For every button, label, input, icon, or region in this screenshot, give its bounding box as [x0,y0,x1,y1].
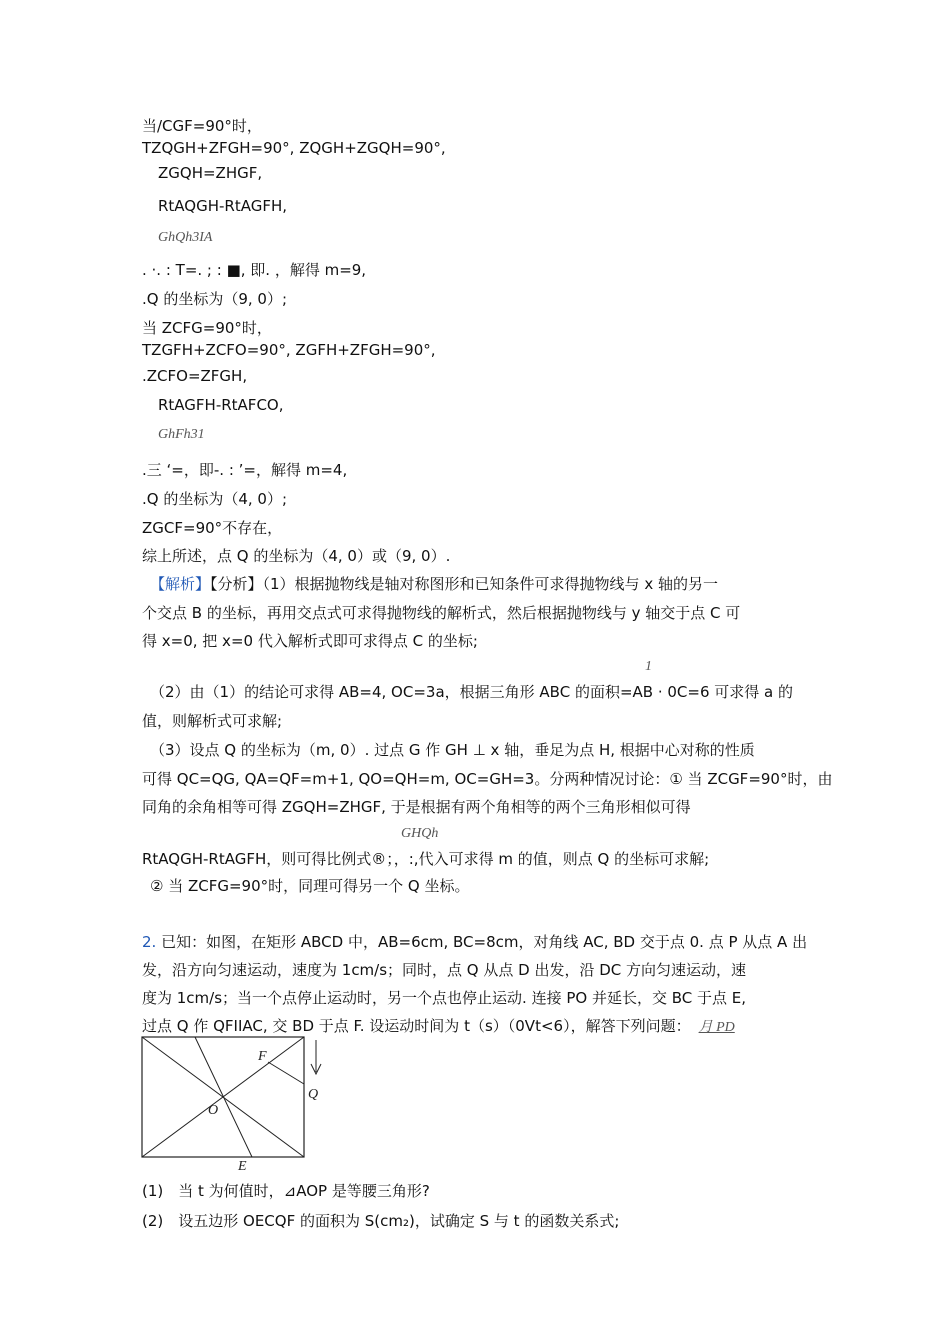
problem-number: 2. [142,933,157,951]
text-line: ZGCF=90°不存在， [142,519,283,537]
fraction-text: GHQh [401,826,439,841]
text-line: ZGQH=ZHGF, [158,164,263,182]
text-line: .Q 的坐标为（4, 0）; [142,490,288,508]
analysis-line: （2）由（1）的结论可求得 AB=4, OC=3a，根据三角形 ABC 的面积=AB · 0C=6 可求得 a 的 [150,683,793,701]
label-e: E [238,1159,247,1174]
analysis-line: 可得 QC=QG, QA=QF=m+1, QO=QH=m, OC=GH=3。分两种情况讨论：① 当 ZCGF=90°时，由 [142,770,833,788]
analysis-line: 个交点 B 的坐标，再用交点式可求得抛物线的解析式，然后根据抛物线与 y 轴交于点 C 可 [142,604,741,622]
text-line: 综上所述，点 Q 的坐标为（4, 0）或（9, 0）. [142,547,451,565]
fraction-text: 1 [645,659,652,674]
analysis-line: ② 当 ZCFG=90°时，同理可得另一个 Q 坐标。 [150,877,470,895]
rectangle-figure [140,1034,340,1174]
label-q: Q [308,1087,319,1102]
problem-line [142,932,807,952]
text-line: RtAGFH-RtAFCO, [158,396,284,414]
analysis-line: （3）设点 Q 的坐标为（m, 0）. 过点 G 作 GH ⊥ x 轴，垂足为点 H, 根据中心对称的性质 [150,741,755,759]
analysis-line: 值，则解析式可求解; [142,712,283,730]
question-1: (1) 当 t 为何值时，⊿AOP 是等腰三角形? [142,1182,430,1200]
problem-line: 发，沿方向匀速运动，速度为 1cm/s；同时，点 Q 从点 D 出发，沿 DC 方向匀速运动，速 [142,961,747,979]
line-pe [195,1037,252,1157]
text-line: 当 ZCFG=90°时， [142,319,272,337]
problem-line: 度为 1cm/s；当一个点停止运动时，另一个点也停止运动. 连接 PO 并延长，交 BC 于点 E, [142,989,747,1007]
label-o: O [208,1103,219,1118]
text-line: RtAQGH-RtAGFH, [158,197,288,215]
line-qf [268,1062,304,1084]
problem-text: 过点 Q 作 QFIIAC, 交 BD 于点 F. 设运动时间为 t（s）（0Vt<6），解答下列问题： [142,1017,691,1035]
text-line: .ZCFO=ZFGH, [142,367,248,385]
figure-label-tail: 月 PD [698,1020,735,1035]
analysis-text: 【分析】（1）根据抛物线是轴对称图形和已知条件可求得抛物线与 x 轴的另一 [210,575,718,593]
problem-text: 已知：如图，在矩形 ABCD 中，AB=6cm, BC=8cm，对角线 AC, BD 交于点 0. 点 P 从点 A 出 [161,933,808,951]
analysis-line: 得 x=0, 把 x=0 代入解析式即可求得点 C 的坐标; [142,632,478,650]
text-line: .Q 的坐标为（9, 0）; [142,290,288,308]
label-f: F [258,1049,267,1064]
analysis-line [150,574,718,594]
analysis-tag: 【解析】 [150,575,211,593]
text-line: .三 ‘=，即-. : ’=，解得 m=4, [142,461,348,479]
analysis-line: RtAQGH-RtAGFH，则可得比例式®；，:,代入可求得 m 的值，则点 Q 的坐标可求解; [142,850,710,868]
fraction-text: GhQh3IA [158,230,213,245]
text-line: . ·. : T=. ; : ■, 即. ，解得 m=9, [142,261,367,279]
text-line: 当/CGF=90°时， [142,117,262,135]
text-line: TZQGH+ZFGH=90°, ZQGH+ZGQH=90°, [142,139,446,157]
text-line: TZGFH+ZCFO=90°, ZGFH+ZFGH=90°, [142,341,436,359]
question-2: (2) 设五边形 OECQF 的面积为 S(cm₂)，试确定 S 与 t 的函数关系式; [142,1212,620,1230]
analysis-line: 同角的余角相等可得 ZGQH=ZHGF, 于是根据有两个角相等的两个三角形相似可得 [142,798,691,816]
fraction-text: GhFh31 [158,427,205,442]
